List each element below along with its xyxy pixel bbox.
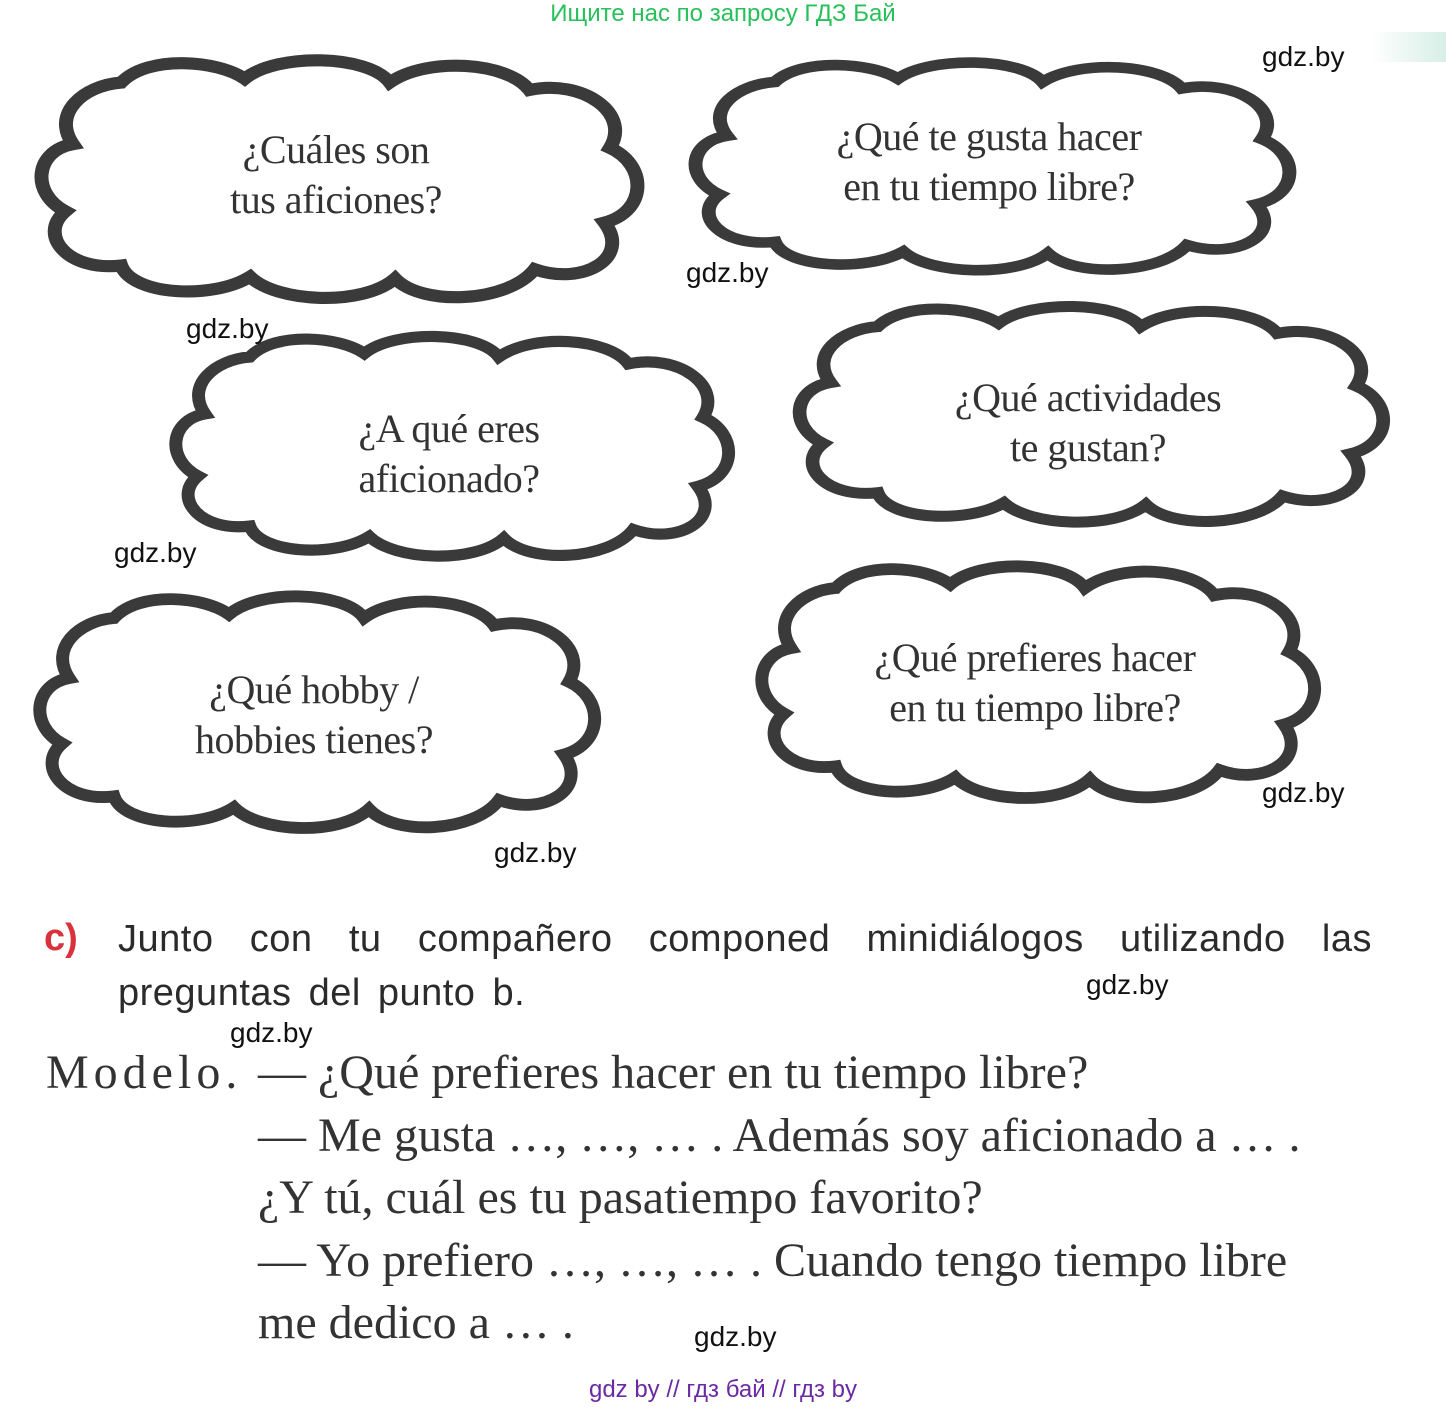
question-cloud-4 [804, 308, 1372, 524]
watermark: gdz.by [686, 257, 769, 288]
watermark: gdz.by [230, 1017, 313, 1048]
question-cloud-2 [700, 64, 1278, 272]
watermark: gdz.by [1262, 41, 1345, 72]
cloud-text [46, 125, 626, 225]
task-instructions: Junto con tu compañero componed minidiálogos utilizando las preguntas del punto b. [118, 918, 1372, 1014]
cloud-line-2: en tu tiempo libre? [843, 164, 1135, 209]
question-cloud-6 [766, 568, 1304, 800]
model-label: Modelo. [46, 1046, 243, 1099]
model-line-2: — Me gusta …, …, … . Además soy aficionado a … . [258, 1109, 1301, 1162]
cloud-text [766, 633, 1304, 733]
model-line-4: — Yo prefiero …, …, … . Cuando tengo tiempo libre [258, 1234, 1288, 1287]
model-line-5: me dedico a … . [258, 1296, 574, 1349]
question-cloud-1 [46, 62, 626, 300]
top-banner: Ищите нас по запросу ГДЗ Бай [550, 0, 896, 27]
cloud-line-1: ¿Cuáles son [242, 127, 430, 172]
model-line-3: ¿Y tú, cuál es tu pasatiempo favorito? [258, 1171, 983, 1224]
watermark: gdz.by [694, 1321, 777, 1352]
cloud-line-2: hobbies tienes? [195, 717, 433, 762]
cloud-text [700, 112, 1278, 212]
model-line-1: — ¿Qué prefieres hacer en tu tiempo libre? [258, 1046, 1089, 1099]
watermark: gdz.by [1262, 777, 1345, 808]
question-cloud-5 [44, 598, 584, 830]
cloud-text [804, 373, 1372, 473]
watermark: gdz.by [1086, 969, 1169, 1000]
cloud-text [180, 404, 718, 504]
cloud-line-2: aficionado? [358, 456, 540, 501]
watermark: gdz.by [186, 313, 269, 344]
cloud-line-1: ¿Qué prefieres hacer [874, 635, 1196, 680]
corner-tab [1372, 32, 1446, 62]
cloud-line-1: ¿Qué hobby / [209, 667, 419, 712]
cloud-line-1: ¿Qué actividades [954, 375, 1222, 420]
cloud-line-1: ¿Qué te gusta hacer [836, 114, 1142, 159]
cloud-text [44, 665, 584, 765]
cloud-line-2: te gustan? [1009, 425, 1167, 470]
watermark: gdz.by [494, 837, 577, 868]
cloud-line-2: en tu tiempo libre? [889, 685, 1181, 730]
task-letter: c) [44, 917, 78, 959]
watermark: gdz.by [114, 537, 197, 568]
footer-links: gdz by // гдз бай // гдз by [588, 1376, 858, 1403]
cloud-line-1: ¿A qué eres [358, 406, 540, 451]
question-cloud-3 [180, 338, 718, 558]
cloud-line-2: tus aficiones? [230, 177, 442, 222]
